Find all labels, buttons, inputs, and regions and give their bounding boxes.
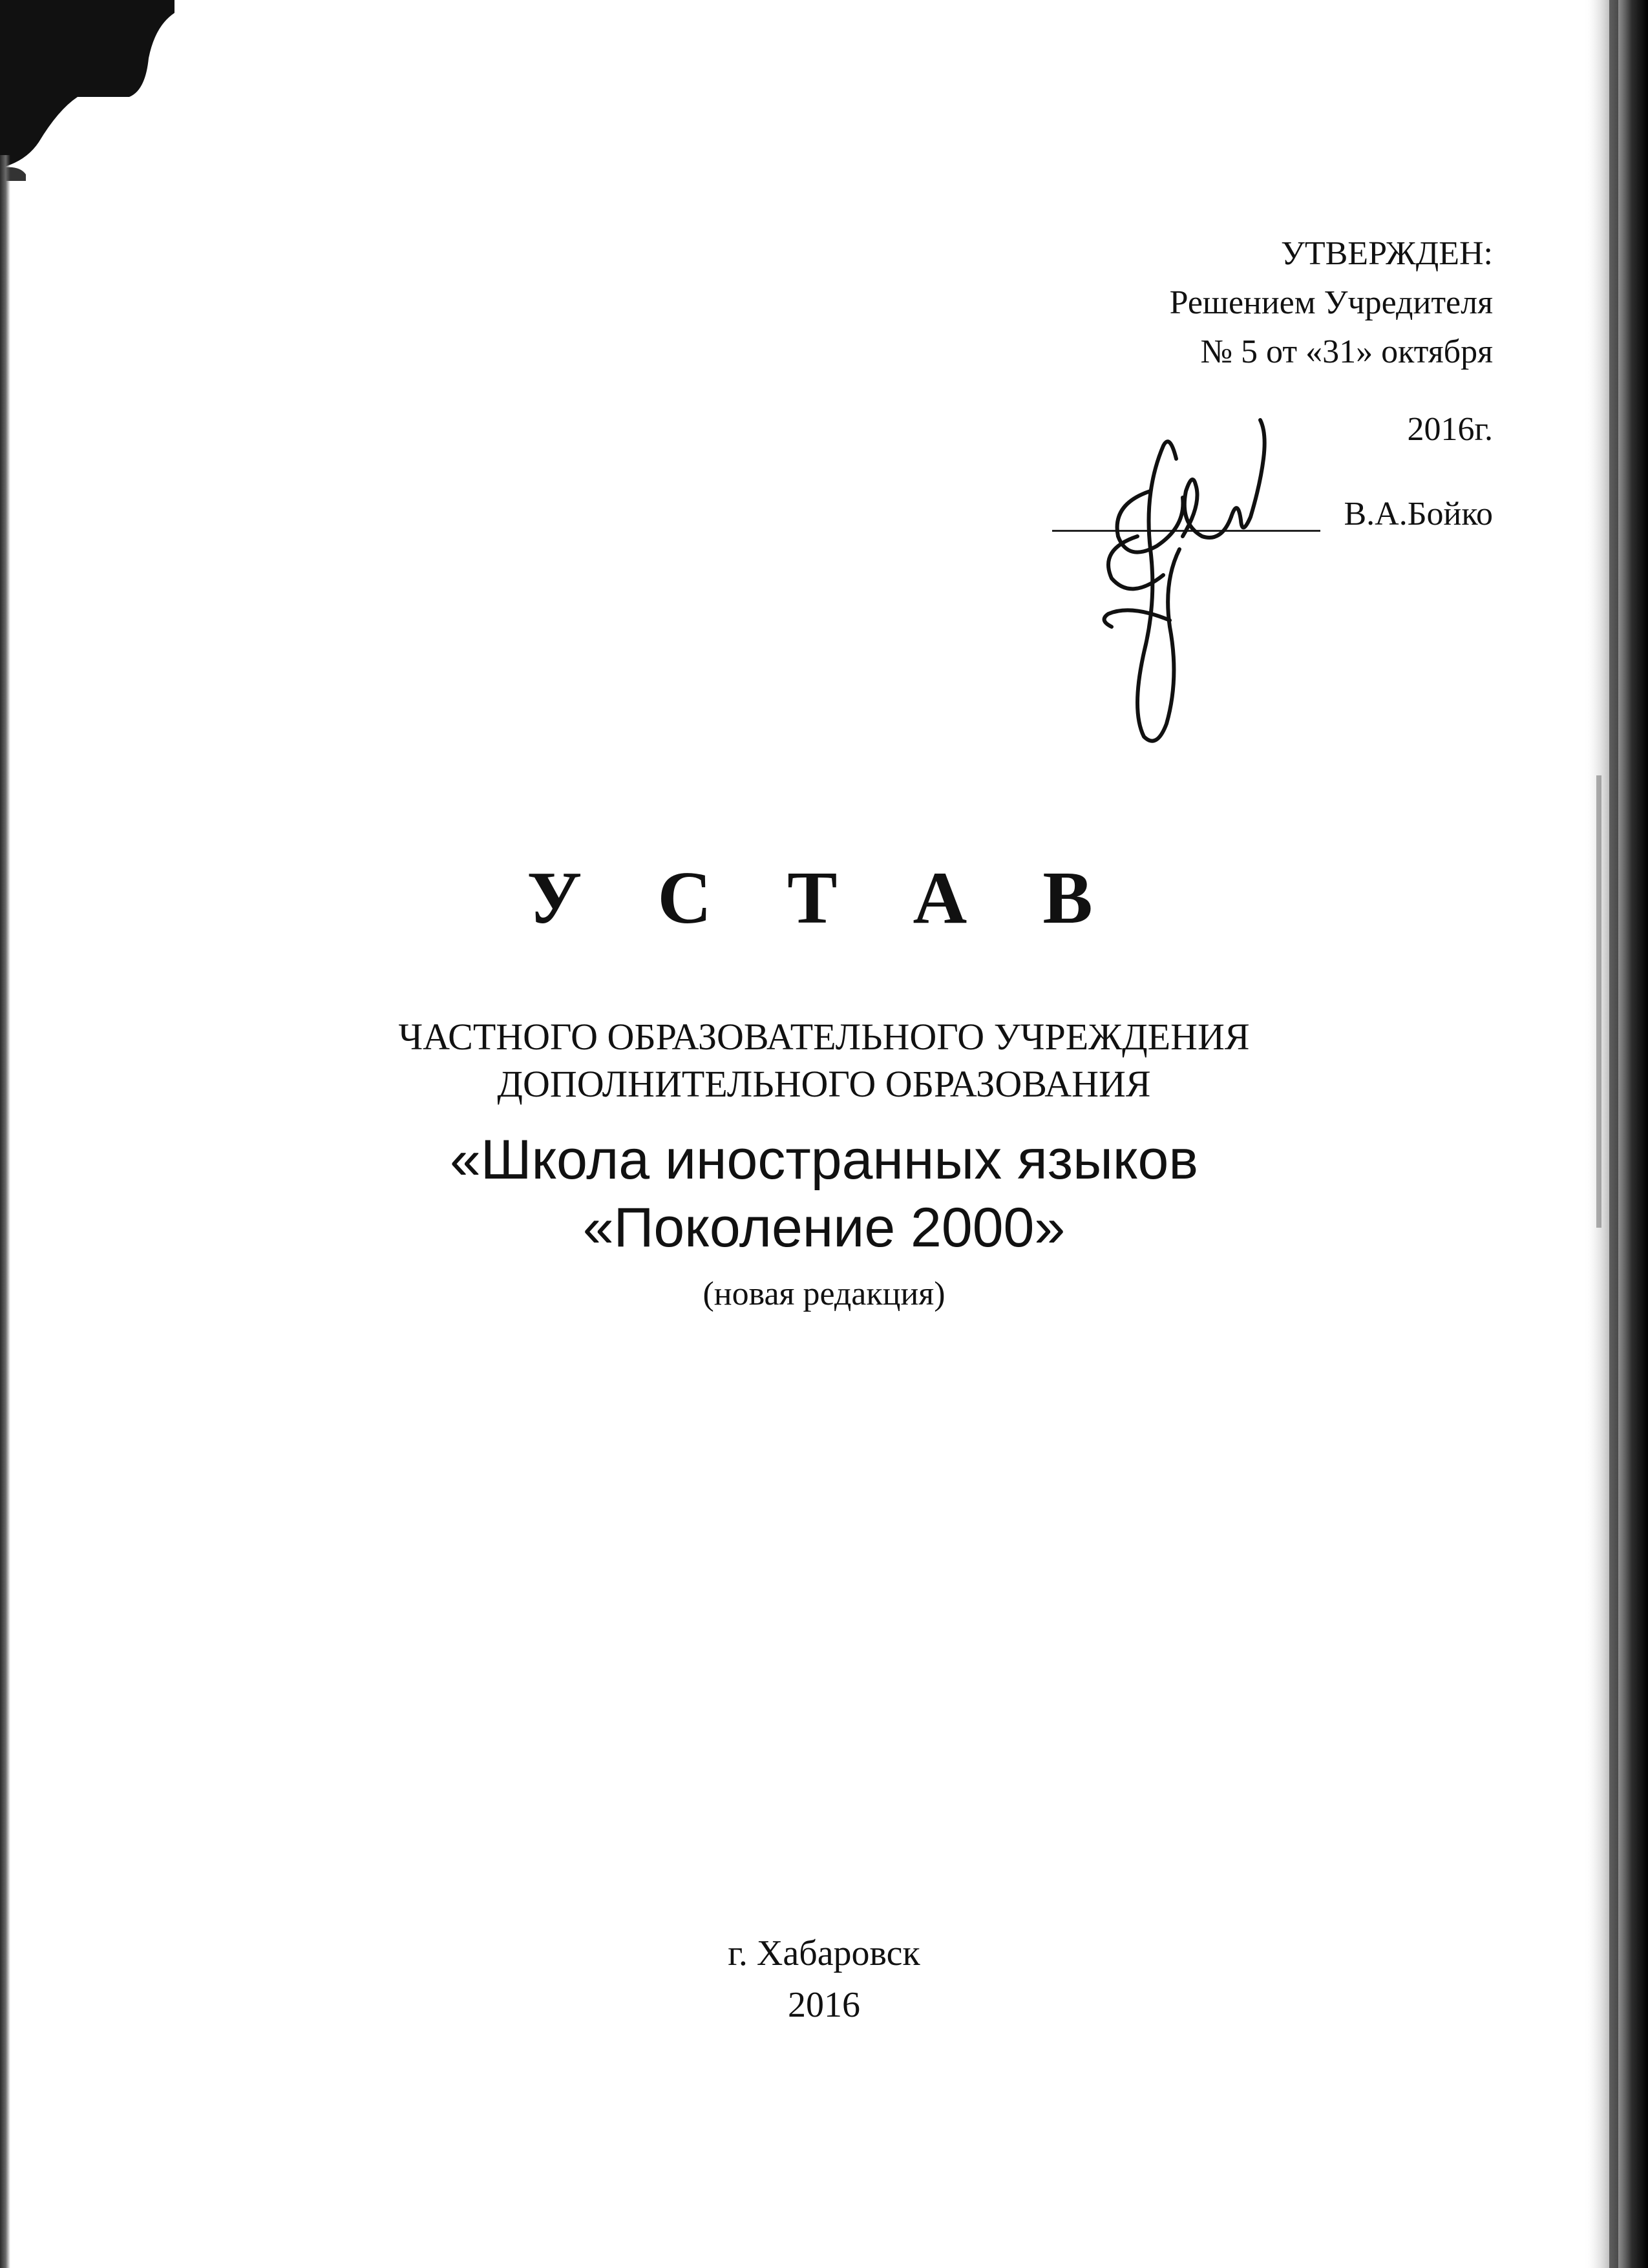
handwritten-signature [1073, 407, 1305, 756]
organization-name-line-2: «Поколение 2000» [582, 1197, 1066, 1259]
scan-shadow-corner [0, 0, 174, 181]
signer-name: В.А.Бойко [1344, 496, 1493, 532]
edition-note: (новая редакция) [703, 1276, 945, 1312]
organization-type-line-2: ДОПОЛНИТЕЛЬНОГО ОБРАЗОВАНИЯ [497, 1063, 1151, 1105]
approval-heading: УТВЕРЖДЕН: [1281, 235, 1493, 272]
organization-name-line-1: «Школа иностранных языков [449, 1129, 1199, 1191]
city-label: г. Хабаровск [728, 1933, 920, 1973]
approval-year: 2016г. [1407, 411, 1493, 448]
organization-type-line-1: ЧАСТНОГО ОБРАЗОВАТЕЛЬНОГО УЧРЕЖДЕНИЯ [398, 1016, 1250, 1058]
approval-number-date: № 5 от «31» октября [1200, 333, 1493, 370]
publication-year: 2016 [788, 1985, 860, 2025]
approval-decision: Решением Учредителя [1169, 284, 1493, 321]
document-title: У С Т А В [527, 857, 1121, 940]
